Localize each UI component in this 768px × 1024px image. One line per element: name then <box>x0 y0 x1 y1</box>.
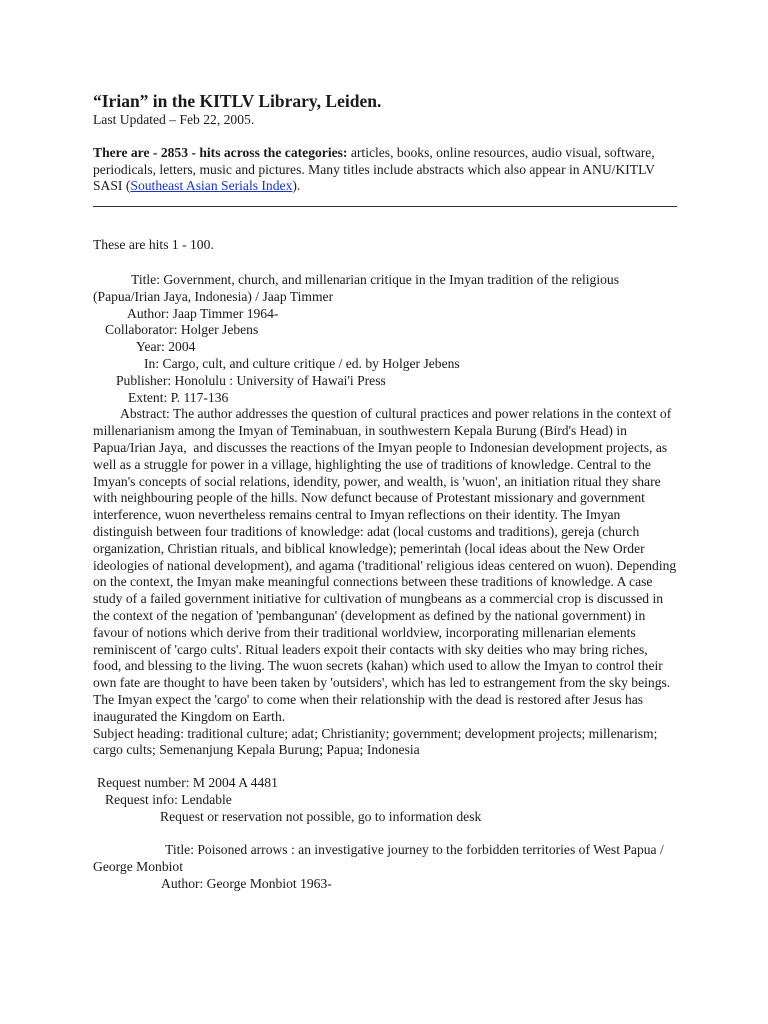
record-title: Title: Poisoned arrows : an investigative journey to the forbidden territories of West Papua / George Monbiot <box>93 842 668 875</box>
record-year: Year: 2004 <box>136 339 196 355</box>
page-title: “Irian” in the KITLV Library, Leiden. <box>93 91 382 111</box>
hits-summary: There are - 2853 - hits across the categories: <box>93 144 348 160</box>
record-title: Title: Government, church, and millenarian critique in the Imyan tradition of the religious (Papua/Irian Jaya, Indonesia) / Jaap Timmer <box>93 271 623 304</box>
last-updated: Last Updated – Feb 22, 2005. <box>93 112 255 127</box>
request-section <box>93 775 677 825</box>
sasi-link[interactable]: Southeast Asian Serials Index <box>130 178 293 194</box>
record-2 <box>93 842 677 892</box>
record-abstract: Abstract: The author addresses the question of cultural practices and power relations in the context of millenarianism among the Imyan of Teminabuan, in southwestern Kepala Burung (Bird's Head) in Papua/Irian Jaya, and discusses the reactions of the Imyan people to Indonesian development projects, as well as a struggle for power in a village, highlighting the use of traditions of knowledge. Central to the Imyan's concepts of social relations, idendity, power, and wealth, is 'wuon', an initiation ritual they share with neighbouring people of the hills. Now defunct because of Protestant missionary and government interference, wuon nevertheless remains central to Imyan reflections on their identity. The Imyan distinguish between four traditions of knowledge: adat (local customs and traditions), gereja (church organization, Christian rituals, and biblical knowledge); pemerintah (local ideas about the New Order ideologies of national development), and agama ('traditional' religious ideas centered on wuon). Depending on the context, the Imyan make meaningful connections between these traditions of knowledge. A case study of a failed government initiative for cultivation of mungbeans as a commercial crop is discussed in the context of the negation of 'pembangunan' (development as defined by the national government) in favour of notions which derive from their traditional worldview, incorporating millenarian elements reminiscent of 'cargo cults'. Ritual leaders expoit their contacts with sky deities who may bring riches, food, and blessing to the living. The wuon secrets (kahan) which used to allow the Imyan to control their own fate are thought to have been taken by 'outsiders', which has led to estrangement from the sky beings. The Imyan expect the 'cargo' to come when their relationship with the dead is restored after Jesus has inaugurated the Kingdom on Earth. <box>93 406 680 724</box>
record-in: In: Cargo, cult, and culture critique / ed. by Holger Jebens <box>144 355 460 371</box>
request-note: Request or reservation not possible, go to information desk <box>160 808 482 824</box>
record-extent: Extent: P. 117-136 <box>128 389 229 405</box>
intro-paragraph <box>93 145 677 195</box>
record-author: Author: Jaap Timmer 1964- <box>127 305 279 321</box>
record-1 <box>93 271 680 826</box>
document-page <box>93 90 680 893</box>
record-collaborator: Collaborator: Holger Jebens <box>105 322 259 338</box>
hits-range: These are hits 1 - 100. <box>93 237 214 253</box>
record-subject: Subject heading: traditional culture; adat; Christianity; government; development projects; millenarism; cargo cults; Semenanjung Kepala Burung; Papua; Indonesia <box>93 725 661 758</box>
record-publisher: Publisher: Honolulu : University of Hawai'i Press <box>116 372 386 388</box>
request-number: Request number: M 2004 A 4481 <box>97 775 278 791</box>
request-info: Request info: Lendable <box>105 791 232 807</box>
record-author: Author: George Monbiot 1963- <box>161 876 332 892</box>
intro-text: articles, books, online resources, audio visual, software, periodicals, letters, music and pictures. Many titles include abstracts which also appear in ANU/KITLV SASI ( <box>93 144 655 194</box>
divider <box>93 206 677 207</box>
intro-text-end: ). <box>292 178 301 194</box>
